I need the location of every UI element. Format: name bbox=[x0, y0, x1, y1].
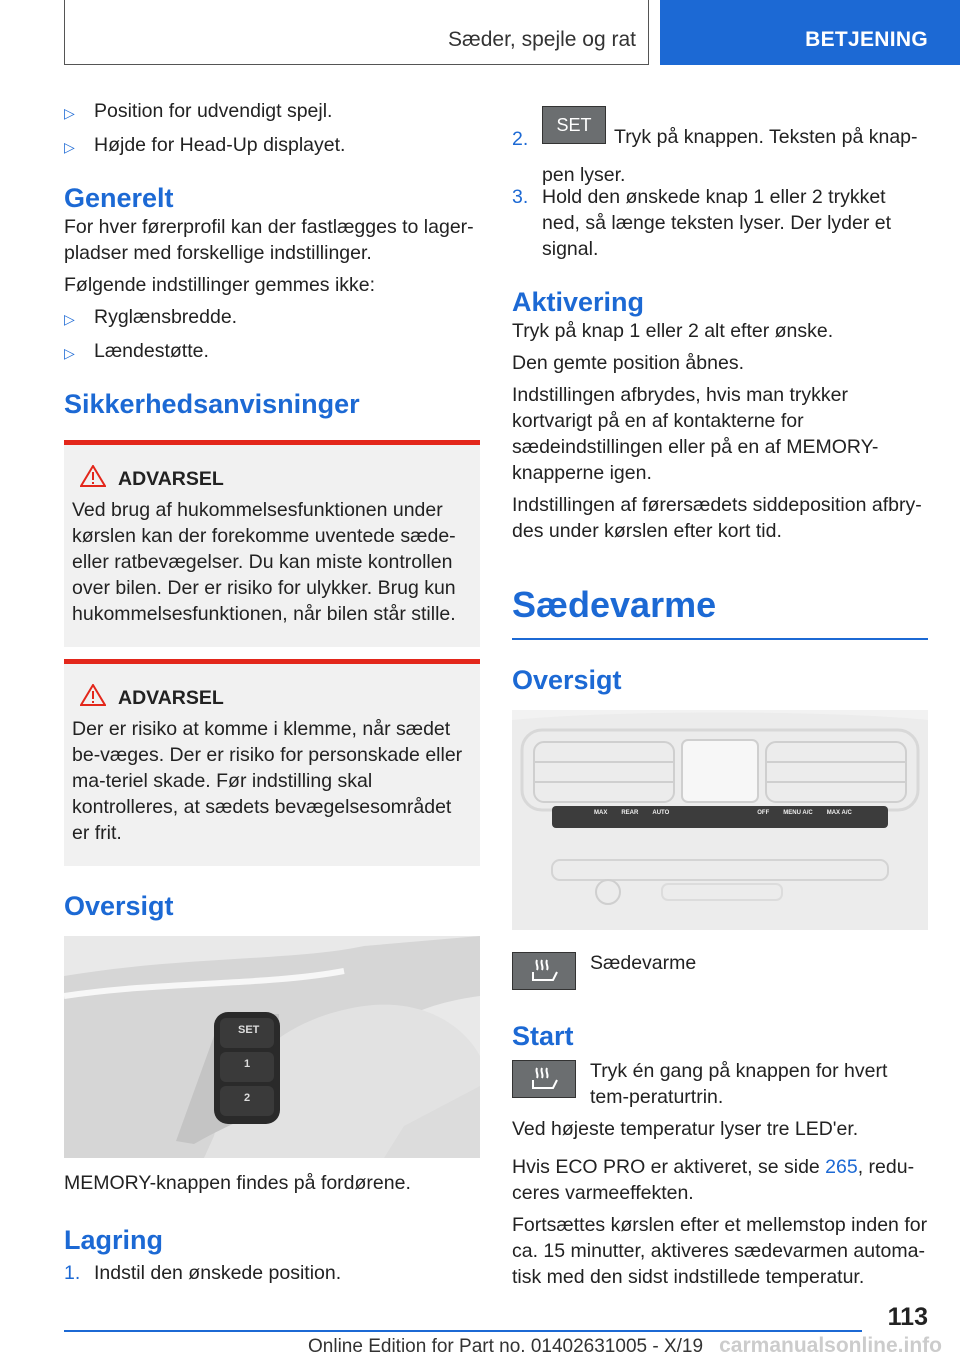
paragraph: Indstillingen afbrydes, hvis man trykker kortvarigt på en af kontakterne for sædeindstillingen eller på en af MEMORY-knapperne igen. bbox=[512, 384, 879, 484]
footer-line bbox=[64, 1330, 862, 1332]
dash-label: REAR bbox=[621, 810, 639, 816]
right-column bbox=[512, 106, 928, 1296]
footer-edition: Online Edition for Part no. 01402631005 - X/19 bbox=[308, 1336, 704, 1357]
header-section-title: Sæder, spejle og rat bbox=[448, 28, 636, 51]
step-item: 3. Hold den ønskede knap 1 eller 2 trykket ned, så længe teksten lyser. Der lyder et signal. bbox=[512, 186, 892, 260]
warning-text: Der er risiko at komme i klemme, når sædet be-væges. Der er risiko for personskade eller ma-teriel skade. Før indstilling skal kontrolleres, at sædets bevægelsesområdet er frit. bbox=[72, 718, 463, 844]
dashboard-image bbox=[512, 710, 928, 930]
header-chapter-tab[interactable] bbox=[660, 0, 960, 65]
bullet-item: ▷ Højde for Head-Up displayet. bbox=[64, 132, 480, 160]
page-number: 113 bbox=[887, 1303, 928, 1331]
heading-sikkerhed: Sikkerhedsanvisninger bbox=[64, 389, 360, 419]
heading-oversigt: Oversigt bbox=[64, 891, 174, 921]
start-row bbox=[512, 1058, 928, 1110]
dash-label: OFF bbox=[757, 810, 770, 816]
paragraph: Fortsættes kørslen efter et mellemstop inden for ca. 15 minutter, aktiveres sædevarmen automa-tisk med den sidst indstillede temperatur. bbox=[512, 1214, 928, 1288]
seat-heating-icon bbox=[512, 1060, 576, 1098]
bullet-item: ▷ Ryglænsbredde. bbox=[64, 304, 480, 332]
dash-label: AUTO bbox=[652, 810, 670, 816]
heading-oversigt-right: Oversigt bbox=[512, 665, 622, 695]
dash-label: MAX A/C bbox=[826, 810, 852, 816]
paragraph: Hvis ECO PRO er aktiveret, se side 265, redu-ceres varmeeffekten. bbox=[512, 1156, 915, 1204]
heading-start: Start bbox=[512, 1021, 574, 1051]
warning-text: Ved brug af hukommelsesfunktionen under kørslen kan der forekomme uventede sæde- eller ratbevægelser. Du kan miste kontrollen over bilen. Der er risiko for ulykker. Brug kun hukommelsesfunktionen, når bilen står stille. bbox=[72, 499, 456, 625]
heading-aktivering: Aktivering bbox=[512, 287, 645, 317]
watermark: carmanualsonline.info bbox=[719, 1334, 942, 1357]
door-button-set: SET bbox=[238, 1024, 260, 1036]
paragraph: Tryk én gang på knappen for hvert tem-peraturtrin. bbox=[590, 1060, 888, 1108]
warning-triangle-icon bbox=[72, 684, 118, 712]
dash-label: MENU A/C bbox=[783, 810, 813, 816]
page-link[interactable]: 265 bbox=[825, 1156, 858, 1178]
seat-heating-icon bbox=[512, 952, 576, 990]
paragraph: Ved højeste temperatur lyser tre LED'er. bbox=[512, 1118, 859, 1140]
header-chapter-label: BETJENING bbox=[805, 28, 928, 51]
triangle-bullet-icon: ▷ bbox=[64, 105, 75, 121]
heading-lagring: Lagring bbox=[64, 1225, 163, 1255]
door-button-1: 1 bbox=[244, 1058, 251, 1070]
step-item: 2. SET Tryk på knappen. Teksten på knap-pen lyser. bbox=[512, 106, 928, 170]
image-caption: MEMORY-knappen findes på fordørene. bbox=[64, 1172, 411, 1194]
bullet-item: ▷ Lændestøtte. bbox=[64, 338, 480, 366]
dash-label: MAX bbox=[594, 810, 608, 816]
warning-box bbox=[64, 659, 480, 866]
triangle-bullet-icon: ▷ bbox=[64, 345, 75, 361]
paragraph: Den gemte position åbnes. bbox=[512, 352, 744, 374]
step-item: 1. Indstil den ønskede position. bbox=[64, 1262, 342, 1284]
warning-box bbox=[64, 440, 480, 647]
paragraph: For hver førerprofil kan der fastlægges to lager-pladser med forskellige indstillinger. bbox=[64, 216, 474, 264]
paragraph: Indstillingen af førersædets siddeposition afbry-des under kørslen efter kort tid. bbox=[512, 494, 922, 542]
triangle-bullet-icon: ▷ bbox=[64, 311, 75, 327]
warning-title: ADVARSEL bbox=[118, 686, 224, 709]
warning-title: ADVARSEL bbox=[118, 467, 224, 490]
icon-label: Sædevarme bbox=[590, 952, 697, 974]
door-panel-illustration bbox=[64, 936, 480, 1158]
door-button-2: 2 bbox=[244, 1092, 251, 1104]
icon-legend-row bbox=[512, 952, 928, 990]
paragraph: Tryk på knap 1 eller 2 alt efter ønske. bbox=[512, 320, 834, 342]
set-button-icon: SET bbox=[542, 106, 606, 144]
bullet-item: ▷ Position for udvendigt spejl. bbox=[64, 98, 480, 126]
heading-generelt: Generelt bbox=[64, 183, 174, 213]
warning-triangle-icon bbox=[72, 465, 118, 493]
door-memory-image bbox=[64, 936, 480, 1158]
left-column bbox=[64, 98, 480, 1292]
paragraph: Følgende indstillinger gemmes ikke: bbox=[64, 274, 376, 296]
heading-saedevarme: Sædevarme bbox=[512, 584, 928, 640]
dashboard-illustration bbox=[512, 710, 928, 930]
triangle-bullet-icon: ▷ bbox=[64, 139, 75, 155]
dashboard-button-row bbox=[594, 810, 852, 816]
